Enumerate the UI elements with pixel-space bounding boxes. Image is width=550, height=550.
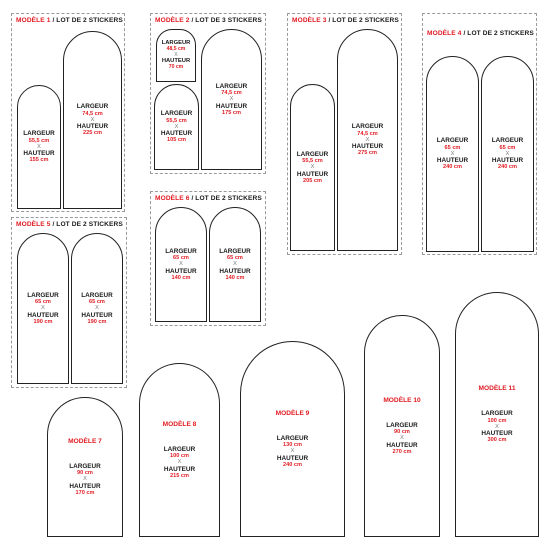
times-separator: X [179,261,183,268]
largeur-value: 100 cm [487,417,507,424]
modele-3-sticker-1 [290,84,335,251]
largeur-label: LARGEUR [215,82,248,90]
largeur-label: LARGEUR [386,421,418,429]
hauteur-label: HAUTEUR [163,465,196,473]
model-name: MODÈLE 3 [292,17,327,24]
lot-label: / LOT DE 2 STICKERS [189,195,262,202]
times-separator: X [177,459,182,466]
hauteur-value: 190 cm [87,318,107,325]
largeur-value: 90 cm [394,429,410,436]
largeur-value: 74,5 cm [357,130,378,137]
sticker-spec [216,83,248,116]
modele-9-spec [277,435,309,468]
times-separator: X [450,150,455,157]
hauteur-value: 205 cm [303,177,322,184]
times-separator: X [229,96,234,103]
hauteur-value: 225 cm [83,130,102,137]
largeur-value: 65 cm [35,299,51,306]
times-separator: X [400,435,404,442]
modele-5-panel [11,217,127,388]
modele-3-panel [287,13,402,255]
lot-label: / LOT DE 2 STICKERS [461,30,534,37]
largeur-label: LARGEUR [219,247,251,255]
modele-7-spec [69,463,101,496]
modele-4-sticker-2 [481,56,534,252]
times-separator: X [83,476,87,483]
modele-2-sticker-2 [154,84,199,170]
hauteur-label: HAUTEUR [76,123,109,131]
modele-6-sticker-2 [209,207,261,322]
times-separator: X [37,143,41,150]
hauteur-label: HAUTEUR [161,58,191,65]
lot-label: / LOT DE 2 STICKERS [50,221,123,228]
modele-2-panel [150,13,266,174]
largeur-value: 74,5 cm [221,90,242,97]
sticker-spec [437,137,469,170]
largeur-value: 65 cm [89,299,105,306]
largeur-label: LARGEUR [481,410,513,418]
times-separator: X [365,136,370,143]
hauteur-label: HAUTEUR [219,267,251,275]
largeur-label: LARGEUR [160,110,193,118]
hauteur-value: 240 cm [283,461,302,468]
modele-11-spec [481,410,513,443]
hauteur-label: HAUTEUR [481,430,513,438]
lot-label: / LOT DE 2 STICKERS [50,17,123,24]
sticker-spec [352,123,384,156]
hauteur-label: HAUTEUR [165,267,197,275]
sticker-spec [23,130,55,163]
largeur-label: LARGEUR [23,130,55,138]
largeur-value: 55,5 cm [28,137,50,144]
model-name: MODÈLE 6 [155,195,190,202]
modele-9-sticker [240,341,345,537]
largeur-value: 55,5 cm [166,117,187,124]
modele-8-title: MODÈLE 8 [162,420,197,428]
times-separator: X [495,423,499,430]
modele-8-spec [164,446,196,479]
hauteur-label: HAUTEUR [351,143,384,151]
hauteur-label: HAUTEUR [81,311,113,319]
hauteur-label: HAUTEUR [436,157,469,165]
model-name: MODÈLE 5 [16,221,51,228]
modele-3-title [292,17,399,24]
sticker-spec [219,248,251,281]
modele-8-sticker [139,363,220,537]
modele-5-title [16,221,123,228]
hauteur-value: 270 cm [392,448,412,455]
modele-10-title: MODÈLE 10 [383,396,421,404]
modele-7-sticker [47,397,123,537]
sticker-spec [77,103,109,136]
hauteur-value: 275 cm [358,150,377,157]
modele-10-spec [386,422,418,455]
largeur-value: 100 cm [170,453,189,460]
modele-9-title: MODÈLE 9 [275,409,310,417]
times-separator: X [95,305,99,312]
modele-1-sticker-1 [17,85,61,209]
hauteur-label: HAUTEUR [491,157,524,165]
largeur-label: LARGEUR [69,462,101,470]
largeur-label: LARGEUR [161,40,191,47]
modele-7-title: MODÈLE 7 [68,437,102,445]
modele-6-title [155,195,262,202]
hauteur-value: 155 cm [29,157,49,164]
hauteur-value: 240 cm [443,164,462,171]
lot-label: / LOT DE 3 STICKERS [189,17,262,24]
hauteur-label: HAUTEUR [386,441,418,449]
modele-2-sticker-3 [201,29,262,170]
times-separator: X [290,448,295,455]
largeur-value: 65 cm [227,255,243,262]
largeur-label: LARGEUR [351,123,384,131]
modele-4-title [427,30,534,37]
largeur-label: LARGEUR [276,434,309,442]
hauteur-value: 240 cm [498,164,517,171]
hauteur-value: 190 cm [33,318,53,325]
hauteur-label: HAUTEUR [215,102,248,110]
hauteur-label: HAUTEUR [276,454,309,462]
largeur-label: LARGEUR [27,291,59,299]
times-separator: X [41,305,45,312]
largeur-value: 55,5 cm [302,158,323,165]
modele-10-sticker [364,315,440,537]
modele-5-sticker-1 [17,233,69,384]
hauteur-label: HAUTEUR [23,150,55,158]
modele-4-panel [422,13,537,255]
sticker-spec [27,292,59,325]
model-name: MODÈLE 1 [16,17,51,24]
largeur-value: 90 cm [77,470,93,477]
largeur-label: LARGEUR [76,103,109,111]
modele-2-sticker-1 [156,29,196,82]
largeur-value: 65 cm [499,144,516,151]
sticker-spec [161,110,193,143]
largeur-value: 65 cm [444,144,461,151]
lot-label: / LOT DE 2 STICKERS [326,17,399,24]
hauteur-value: 140 cm [225,274,245,281]
hauteur-label: HAUTEUR [296,170,329,178]
times-separator: X [233,261,237,268]
hauteur-label: HAUTEUR [27,311,59,319]
modele-4-sticker-1 [426,56,479,252]
modele-1-sticker-2 [63,31,122,209]
largeur-label: LARGEUR [491,137,524,145]
largeur-label: LARGEUR [296,150,329,158]
largeur-value: 130 cm [283,442,302,449]
modele-6-panel [150,191,266,326]
largeur-value: 65 cm [173,255,189,262]
modele-11-sticker [455,292,539,537]
largeur-label: LARGEUR [163,445,196,453]
modele-3-sticker-2 [337,29,398,251]
hauteur-value: 300 cm [487,437,507,444]
hauteur-label: HAUTEUR [69,482,101,490]
times-separator: X [310,164,315,171]
modele-1-title [16,17,123,24]
sticker-spec [162,40,191,70]
hauteur-value: 70 cm [168,63,184,70]
times-separator: X [505,150,510,157]
modele-5-sticker-2 [71,233,123,384]
hauteur-label: HAUTEUR [160,130,193,138]
model-name: MODÈLE 2 [155,17,190,24]
hauteur-value: 140 cm [171,274,191,281]
sticker-spec [165,248,197,281]
modele-11-title: MODÈLE 11 [478,385,516,393]
times-separator: X [90,116,95,123]
hauteur-value: 105 cm [167,137,186,144]
largeur-value: 74,5 cm [82,110,103,117]
modele-6-sticker-1 [155,207,207,322]
sticker-spec [81,292,113,325]
largeur-label: LARGEUR [165,247,197,255]
hauteur-value: 170 cm [75,489,95,496]
largeur-label: LARGEUR [436,137,469,145]
model-name: MODÈLE 4 [427,30,462,37]
sticker-spec [297,151,329,184]
modele-2-title [155,17,262,24]
largeur-label: LARGEUR [81,291,113,299]
times-separator: X [174,123,179,130]
hauteur-value: 175 cm [222,109,241,116]
largeur-value: 48,5 cm [166,45,186,52]
sticker-spec [492,137,524,170]
modele-1-panel [11,13,125,212]
times-separator: X [174,51,178,58]
hauteur-value: 215 cm [170,472,189,479]
